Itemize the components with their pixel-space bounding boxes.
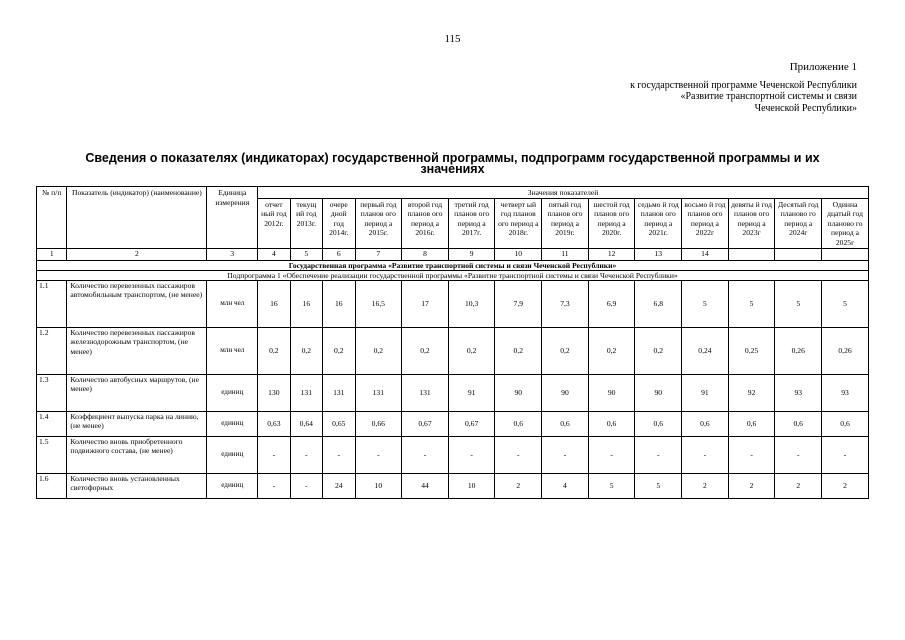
- value-cell: 90: [542, 374, 589, 411]
- indicator-name: Количество автобусных маршрутов, (не менее): [67, 374, 207, 411]
- row-number: 1.6: [37, 473, 67, 498]
- column-number: 8: [402, 248, 449, 260]
- subprogram-title: Подпрограмма 1 «Обеспечение реализации государственной программы «Развитие транспортной системы и связи Чеченской Республики»: [37, 270, 869, 280]
- header-year-1: отчет ный год 2012г.: [258, 198, 290, 248]
- value-cell: 5: [588, 473, 635, 498]
- program-title: Государственная программа «Развитие транспортной системы и связи Чеченской Республики»: [37, 260, 869, 270]
- indicators-body: [37, 280, 869, 498]
- value-cell: 5: [822, 280, 869, 327]
- value-cell: 5: [635, 473, 682, 498]
- column-number: [728, 248, 775, 260]
- value-cell: -: [258, 436, 290, 473]
- page-number: 115: [444, 33, 461, 45]
- value-cell: 0,6: [775, 411, 822, 436]
- value-cell: -: [290, 436, 322, 473]
- value-cell: 0,26: [775, 327, 822, 374]
- value-cell: 17: [402, 280, 449, 327]
- column-number: 14: [682, 248, 729, 260]
- value-cell: 16: [258, 280, 290, 327]
- value-cell: 131: [402, 374, 449, 411]
- appendix-line: к государственной программе Чеченской Республики: [630, 79, 857, 91]
- appendix-line: Чеченской Республики»: [754, 102, 857, 114]
- value-cell: 0,65: [323, 411, 355, 436]
- value-cell: 130: [258, 374, 290, 411]
- value-cell: 92: [728, 374, 775, 411]
- value-cell: 16: [290, 280, 322, 327]
- value-cell: 0,63: [258, 411, 290, 436]
- header-year-10: седьмо й год планов ого период а 2021г.: [635, 198, 682, 248]
- value-cell: 2: [822, 473, 869, 498]
- value-cell: 0,2: [635, 327, 682, 374]
- header-year-7: четверт ый год планов ого период а 2018г.: [495, 198, 542, 248]
- indicator-name: Количество перевезенных пассажиров железнодорожным транспортом, (не менее): [67, 327, 207, 374]
- value-cell: -: [542, 436, 589, 473]
- document-title: [36, 153, 869, 175]
- program-row: [37, 260, 869, 270]
- unit-cell: единиц: [207, 374, 258, 411]
- value-cell: 93: [822, 374, 869, 411]
- column-number: [775, 248, 822, 260]
- value-cell: -: [290, 473, 322, 498]
- row-number: 1.2: [37, 327, 67, 374]
- value-cell: 16: [323, 280, 355, 327]
- value-cell: 0,67: [402, 411, 449, 436]
- column-number: 1: [37, 248, 67, 260]
- table-row: [37, 374, 869, 411]
- value-cell: 0,2: [355, 327, 402, 374]
- column-number: 7: [355, 248, 402, 260]
- subprogram-row: [37, 270, 869, 280]
- value-cell: 7,3: [542, 280, 589, 327]
- column-number: 9: [448, 248, 495, 260]
- value-cell: 131: [323, 374, 355, 411]
- value-cell: 0,25: [728, 327, 775, 374]
- header-number: № п/п: [37, 187, 67, 249]
- appendix-line: «Развитие транспортной системы и связи: [680, 91, 857, 102]
- value-cell: -: [588, 436, 635, 473]
- header-year-9: шестой год планов ого период а 2020г.: [588, 198, 635, 248]
- value-cell: 0,64: [290, 411, 322, 436]
- value-cell: 90: [588, 374, 635, 411]
- unit-cell: единиц: [207, 436, 258, 473]
- value-cell: 0,26: [822, 327, 869, 374]
- value-cell: -: [258, 473, 290, 498]
- value-cell: 2: [495, 473, 542, 498]
- header-year-6: третий год планов ого период а 2017г.: [448, 198, 495, 248]
- value-cell: 93: [775, 374, 822, 411]
- column-number: 4: [258, 248, 290, 260]
- value-cell: 6,8: [635, 280, 682, 327]
- column-number: [822, 248, 869, 260]
- unit-cell: млн чел: [207, 327, 258, 374]
- value-cell: 131: [290, 374, 322, 411]
- value-cell: 0,2: [588, 327, 635, 374]
- appendix-title: Приложение 1: [789, 61, 857, 73]
- value-cell: 0,2: [495, 327, 542, 374]
- value-cell: 90: [495, 374, 542, 411]
- value-cell: 0,2: [290, 327, 322, 374]
- value-cell: -: [355, 436, 402, 473]
- value-cell: 0,2: [542, 327, 589, 374]
- value-cell: 44: [402, 473, 449, 498]
- value-cell: 4: [542, 473, 589, 498]
- value-cell: -: [448, 436, 495, 473]
- indicator-name: Количество перевезенных пассажиров автомобильным транспортом, (не менее): [67, 280, 207, 327]
- value-cell: 0,24: [682, 327, 729, 374]
- value-cell: -: [402, 436, 449, 473]
- column-numbers-row: [37, 248, 869, 260]
- value-cell: 24: [323, 473, 355, 498]
- column-number: 12: [588, 248, 635, 260]
- value-cell: 131: [355, 374, 402, 411]
- header-year-13: Десятый год планово го период а 2024г: [775, 198, 822, 248]
- header-year-3: очере дной год 2014г.: [323, 198, 355, 248]
- row-number: 1.1: [37, 280, 67, 327]
- header-values-group: Значения показателей: [258, 187, 869, 199]
- value-cell: 0,6: [495, 411, 542, 436]
- value-cell: 2: [775, 473, 822, 498]
- table-row: [37, 411, 869, 436]
- value-cell: 5: [728, 280, 775, 327]
- header-indicator: Показатель (индикатор) (наименование): [67, 187, 207, 249]
- value-cell: 2: [682, 473, 729, 498]
- value-cell: 0,6: [682, 411, 729, 436]
- header-year-12: девяты й год планов ого период а 2023г: [728, 198, 775, 248]
- value-cell: 0,2: [448, 327, 495, 374]
- value-cell: 0,2: [402, 327, 449, 374]
- unit-cell: млн чел: [207, 280, 258, 327]
- header-year-4: первый год планов ого период а 2015г.: [355, 198, 402, 248]
- header-year-5: второй год планов ого период а 2016г.: [402, 198, 449, 248]
- value-cell: -: [728, 436, 775, 473]
- header-year-8: пятый год планов ого период а 2019г.: [542, 198, 589, 248]
- header-row: [37, 187, 869, 199]
- column-number: 2: [67, 248, 207, 260]
- value-cell: -: [682, 436, 729, 473]
- value-cell: 5: [682, 280, 729, 327]
- row-number: 1.5: [37, 436, 67, 473]
- column-number: 11: [542, 248, 589, 260]
- value-cell: 16,5: [355, 280, 402, 327]
- table-row: [37, 436, 869, 473]
- column-number: 5: [290, 248, 322, 260]
- value-cell: 0,67: [448, 411, 495, 436]
- document-title-line: Сведения о показателях (индикаторах) государственной программы, подпрограмм государственной программы и их: [85, 151, 820, 165]
- document-title-line: значениях: [420, 162, 485, 176]
- value-cell: 0,6: [588, 411, 635, 436]
- indicator-name: Количество вновь установленных светофорных: [67, 473, 207, 498]
- column-number: 13: [635, 248, 682, 260]
- header-year-11: восьмо й год планов ого период а 2022г: [682, 198, 729, 248]
- column-number: 3: [207, 248, 258, 260]
- value-cell: 5: [775, 280, 822, 327]
- value-cell: -: [495, 436, 542, 473]
- value-cell: 0,66: [355, 411, 402, 436]
- header-unit: Единица измерения: [207, 187, 258, 249]
- value-cell: 0,6: [635, 411, 682, 436]
- value-cell: 2: [728, 473, 775, 498]
- value-cell: -: [822, 436, 869, 473]
- unit-cell: единиц: [207, 411, 258, 436]
- header-year-14: Одинна дцатый год планово го период а 2025г: [822, 198, 869, 248]
- value-cell: 10: [355, 473, 402, 498]
- value-cell: 0,6: [822, 411, 869, 436]
- table-row: [37, 473, 869, 498]
- value-cell: -: [635, 436, 682, 473]
- value-cell: 10: [448, 473, 495, 498]
- value-cell: 0,2: [323, 327, 355, 374]
- column-number: 6: [323, 248, 355, 260]
- value-cell: 0,6: [728, 411, 775, 436]
- value-cell: 0,2: [258, 327, 290, 374]
- appendix-block: [630, 62, 857, 114]
- value-cell: 90: [635, 374, 682, 411]
- value-cell: 6,9: [588, 280, 635, 327]
- value-cell: 7,9: [495, 280, 542, 327]
- row-number: 1.3: [37, 374, 67, 411]
- row-number: 1.4: [37, 411, 67, 436]
- value-cell: -: [775, 436, 822, 473]
- value-cell: 91: [448, 374, 495, 411]
- column-number: 10: [495, 248, 542, 260]
- value-cell: 0,6: [542, 411, 589, 436]
- indicators-table: [36, 186, 869, 499]
- unit-cell: единиц: [207, 473, 258, 498]
- table-row: [37, 280, 869, 327]
- table-row: [37, 327, 869, 374]
- value-cell: 10,3: [448, 280, 495, 327]
- indicator-name: Коэффициент выпуска парка на линию, (не менее): [67, 411, 207, 436]
- value-cell: 91: [682, 374, 729, 411]
- header-year-2: текущ ий год 2013г.: [290, 198, 322, 248]
- indicator-name: Количество вновь приобретенного подвижного состава, (не менее): [67, 436, 207, 473]
- value-cell: -: [323, 436, 355, 473]
